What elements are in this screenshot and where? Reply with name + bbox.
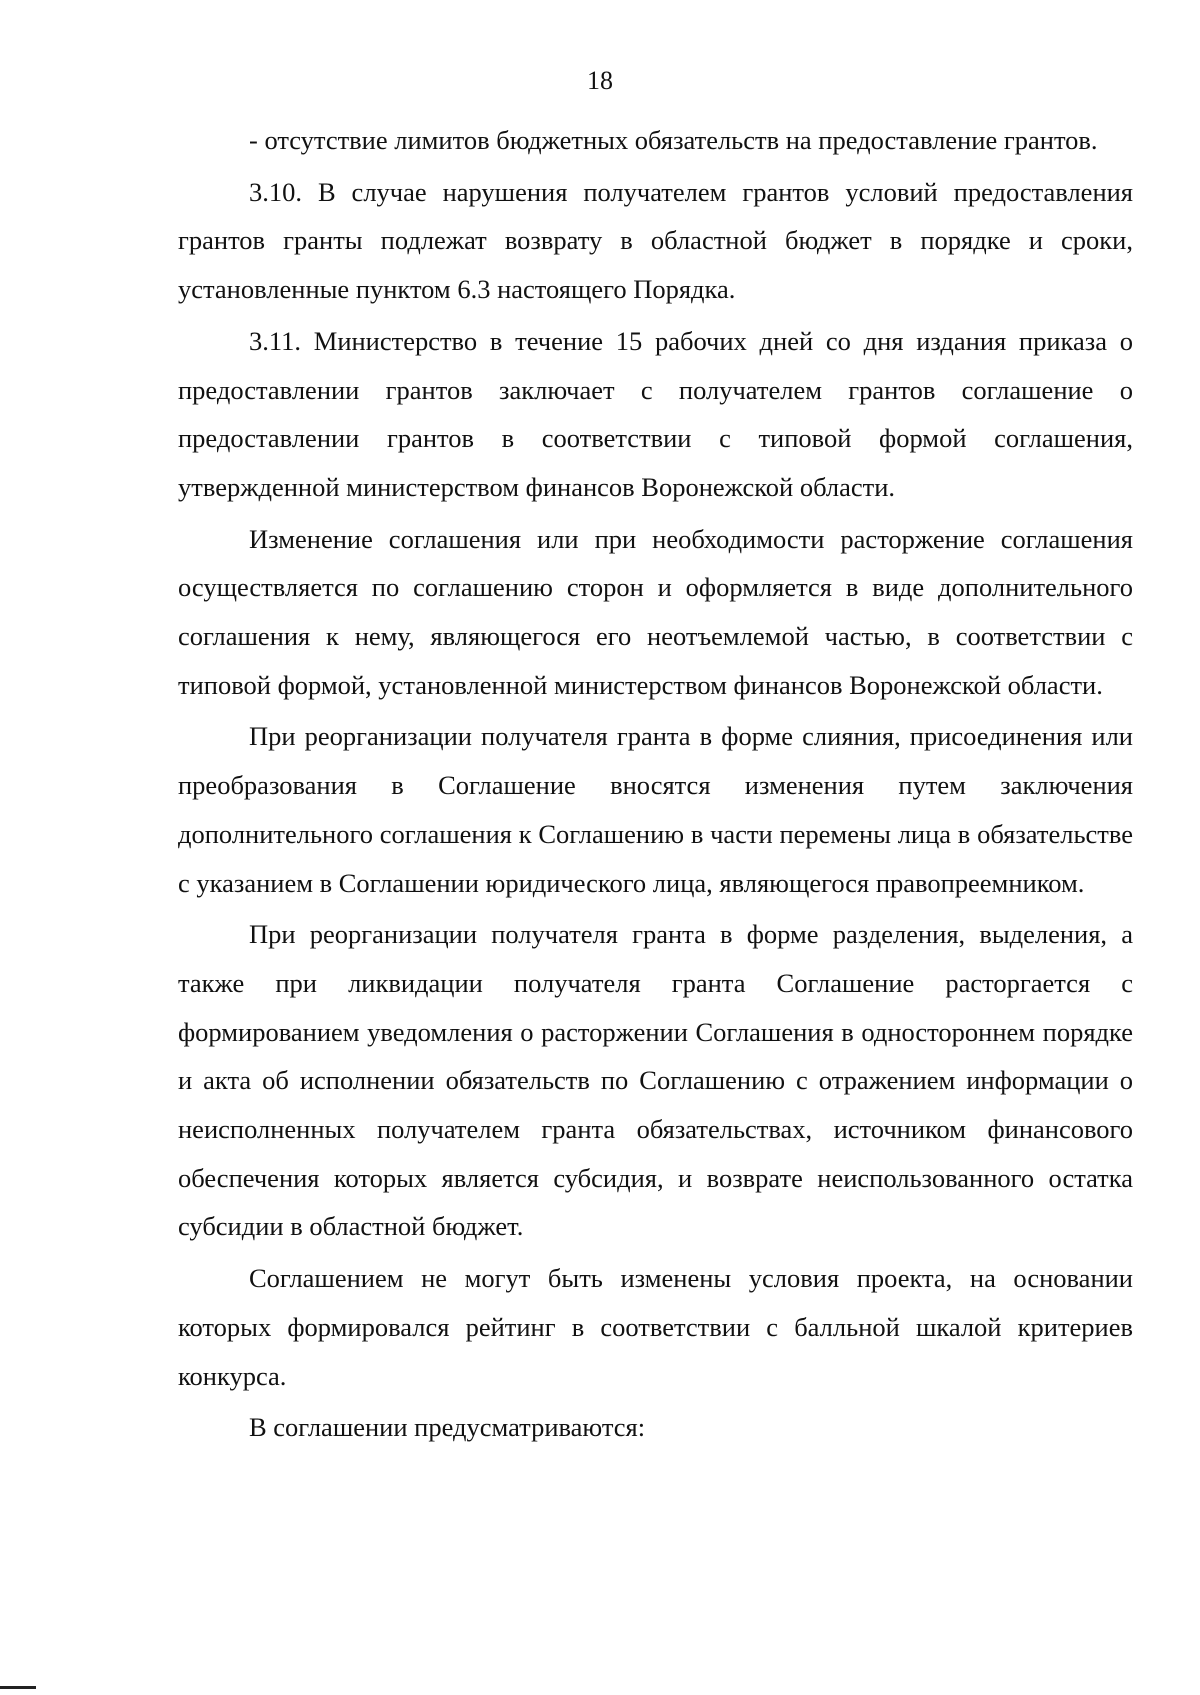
paragraph-3-11: 3.11. Министерство в течение 15 рабочих дней со дня издания приказа о предоставлении грантов заключает с получателем грантов соглашение о предоставлении грантов в соответствии с типовой формой соглашения, утвержденной министерством финансов Воронежской области. — [178, 325, 1133, 502]
paragraph-budget-limits: - отсутствие лимитов бюджетных обязательств на предоставление грантов. — [249, 125, 1098, 155]
paragraph-agreement-provisions: В соглашении предусматриваются: — [249, 1412, 646, 1443]
paragraph-3-10: 3.10. В случае нарушения получателем грантов условий предоставления грантов гранты подлежат возврату в областной бюджет в порядке и сроки, установленные пунктом 6.3 настоящего Порядка. — [178, 176, 1133, 305]
paragraph-project-conditions: Соглашением не могут быть изменены условия проекта, на основании которых формировался рейтинг в соответствии с балльной шкалой критериев конкурса. — [178, 1263, 1133, 1391]
paragraph-reorganization-division: При реорганизации получателя гранта в форме разделения, выделения, а также при ликвидации получателя гранта Соглашение расторгается с формированием уведомления о расторжении Соглашения в одностороннем порядке и акта об исполнении обязательств по Соглашению с отражением информации о неисполненных получателем гранта обязательствах, источником финансового обеспечения которых является субсидия, и возврате неиспользованного остатка субсидии в областной бюджет. — [178, 919, 1133, 1242]
paragraph-reorganization-merger: При реорганизации получателя гранта в форме слияния, присоединения или преобразования в Соглашение вносятся изменения путем заключения дополнительного соглашения к Соглашению в части перемены лица в обязательстве с указанием в Соглашении юридического лица, являющегося правопреемником. — [178, 721, 1133, 898]
page-number: 18 — [587, 66, 613, 95]
document-body — [178, 116, 1133, 1455]
scan-edge-mark — [0, 1686, 36, 1689]
paragraph-agreement-change: Изменение соглашения или при необходимости расторжение соглашения осуществляется по соглашению сторон и оформляется в виде дополнительного соглашения к нему, являющегося его неотъемлемой частью, в соответствии с типовой формой, установленной министерством финансов Воронежской области. — [178, 523, 1133, 700]
